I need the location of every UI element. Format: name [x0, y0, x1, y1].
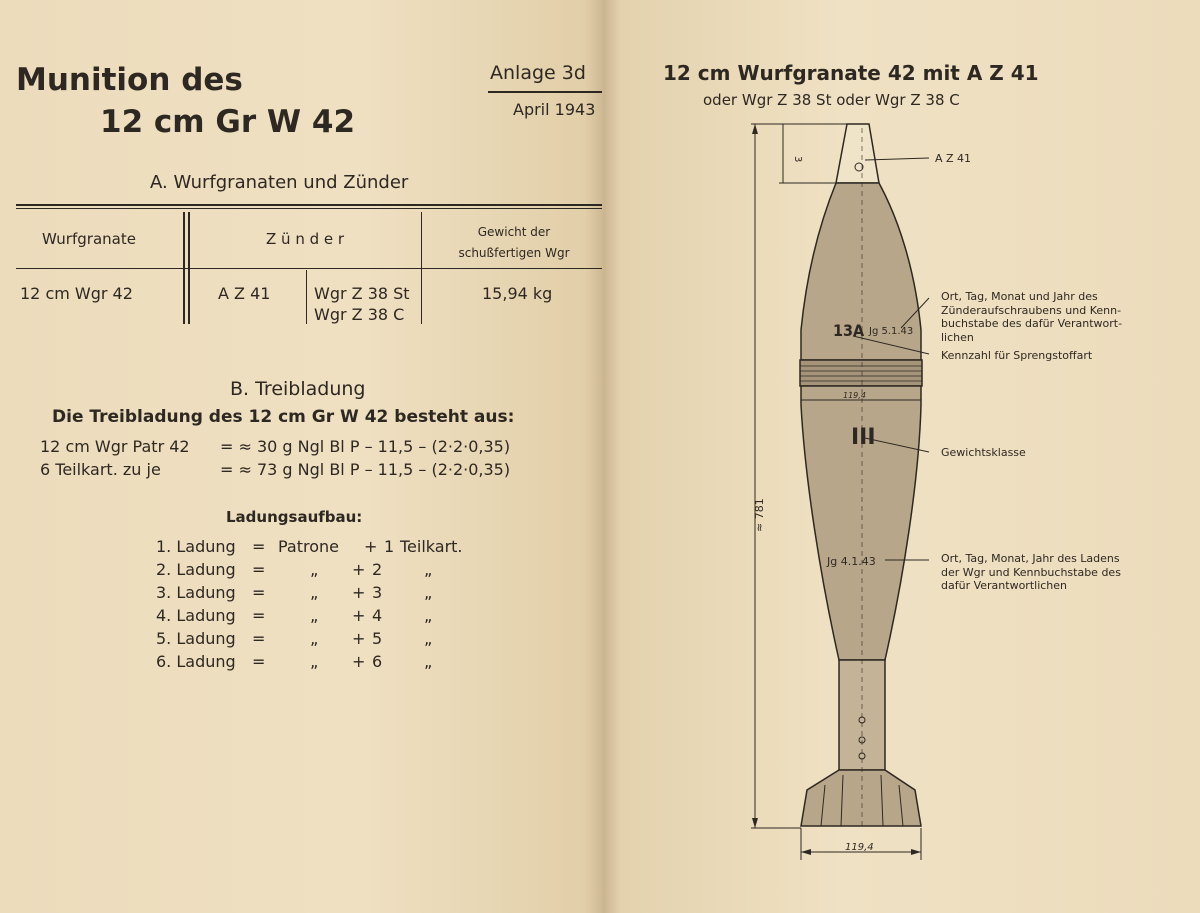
shell-diagram — [603, 0, 1200, 913]
annotation-loading-info-l3: dafür Verantwortlichen — [941, 579, 1068, 592]
ladung-n-5: 5 — [372, 629, 383, 648]
right-page — [603, 0, 1200, 913]
ladung-name-6: 6. Ladung — [156, 652, 236, 671]
table-divider-fuze — [306, 270, 307, 324]
dim-diameter-label: 119,4 — [845, 842, 874, 853]
ladung-eq-4: = — [252, 606, 266, 625]
appendix-underline — [488, 91, 602, 93]
mark-jg-top: Jg 5.1.43 — [869, 326, 914, 337]
header-zuender: Z ü n d e r — [266, 230, 345, 248]
diagram-subtitle: oder Wgr Z 38 St oder Wgr Z 38 C — [703, 91, 960, 109]
ladung-name-5: 5. Ladung — [156, 629, 236, 648]
charge-value-1: = ≈ 30 g Ngl Bl P – 11,5 – (2·2·0,35) — [220, 437, 511, 456]
annotation-fuze-assembly-l4: lichen — [941, 330, 974, 344]
dim-band-label: 119,4 — [843, 391, 866, 400]
ladung-name-2: 2. Ladung — [156, 560, 236, 579]
header-gewicht-line2: schußfertigen Wgr — [458, 246, 570, 260]
ladung-plus-2: + — [352, 560, 366, 579]
ladung-name-1: 1. Ladung — [156, 537, 236, 556]
ladung-eq-1: = — [252, 537, 266, 556]
ladung-a-4: „ — [310, 606, 319, 625]
header-wurfgranate: Wurfgranate — [42, 230, 136, 248]
header-gewicht — [430, 222, 598, 264]
mark-13a: 13A — [833, 321, 865, 340]
ladung-plus-4: + — [352, 606, 366, 625]
ladung-a-2: „ — [310, 560, 319, 579]
mark-jg-bottom: Jg 4.1.43 — [827, 555, 876, 568]
diagram-title: 12 cm Wurfgranate 42 mit A Z 41 — [663, 61, 1039, 85]
table-divider-weight — [421, 212, 422, 324]
annotation-explosive-code: Kennzahl für Sprengstoffart — [941, 349, 1093, 362]
ladung-a-3: „ — [310, 583, 319, 602]
mark-weight-class: III — [851, 425, 876, 450]
ladung-plus-6: + — [352, 652, 366, 671]
section-b-subheading: Die Treibladung des 12 cm Gr W 42 besteht aus: — [52, 407, 515, 427]
annotation-fuze-assembly — [941, 290, 1122, 344]
charge-label-1: 12 cm Wgr Patr 42 — [40, 437, 190, 456]
ladung-n-3: 3 — [372, 583, 383, 602]
document-date: April 1943 — [513, 100, 596, 119]
ladung-n-4: 4 — [372, 606, 383, 625]
cell-wurfgranate: 12 cm Wgr 42 — [20, 284, 133, 303]
ladung-a-6: „ — [310, 652, 319, 671]
header-gewicht-line1: Gewicht der — [477, 225, 551, 239]
ladung-b-2: „ — [424, 560, 433, 579]
ladung-b-1: Teilkart. — [400, 537, 463, 556]
section-a-heading: A. Wurfgranaten und Zünder — [150, 172, 409, 193]
ladung-b-4: „ — [424, 606, 433, 625]
table-rule-top-2 — [16, 208, 602, 209]
ladungsaufbau-heading: Ladungsaufbau: — [226, 508, 363, 526]
cell-zuender-az41: A Z 41 — [218, 284, 271, 303]
ladung-eq-5: = — [252, 629, 266, 648]
table-divider-double-b — [188, 212, 190, 324]
shell-band — [800, 360, 922, 386]
cell-zuender-z38st: Wgr Z 38 St — [314, 284, 410, 303]
ladung-plus-1: + — [364, 537, 378, 556]
table-rule-header — [16, 268, 602, 269]
annotation-loading-info-l1: Ort, Tag, Monat, Jahr des Ladens — [941, 552, 1120, 565]
section-b-heading: B. Treibladung — [230, 378, 366, 400]
ladung-a-5: „ — [310, 629, 319, 648]
dim-fuze-label: 3 — [792, 156, 803, 163]
cell-gewicht: 15,94 kg — [482, 284, 553, 303]
ladung-n-1: 1 — [384, 537, 395, 556]
ladung-plus-5: + — [352, 629, 366, 648]
ladung-b-3: „ — [424, 583, 433, 602]
document-title-line2: 12 cm Gr W 42 — [100, 104, 356, 140]
table-rule-top — [16, 204, 602, 206]
tail-fins — [801, 770, 921, 826]
ladung-plus-3: + — [352, 583, 366, 602]
annotation-fuze-assembly-l3: buchstabe des dafür Verantwort- — [941, 317, 1123, 330]
ladung-name-4: 4. Ladung — [156, 606, 236, 625]
annotation-fuze-assembly-l1: Ort, Tag, Monat und Jahr des — [941, 290, 1098, 303]
charge-label-2: 6 Teilkart. zu je — [40, 460, 161, 479]
ladung-name-3: 3. Ladung — [156, 583, 236, 602]
ladung-n-6: 6 — [372, 652, 383, 671]
ladung-b-6: „ — [424, 652, 433, 671]
ladung-n-2: 2 — [372, 560, 383, 579]
annotation-fuze-assembly-l2: Zünderaufschraubens und Kenn- — [941, 303, 1122, 317]
ladung-a-1: Patrone — [278, 537, 340, 556]
table-divider-double-a — [183, 212, 185, 324]
annotation-loading-info — [941, 552, 1121, 593]
fuze-nose — [836, 124, 879, 183]
ladung-eq-3: = — [252, 583, 266, 602]
ladung-eq-2: = — [252, 560, 266, 579]
ladung-eq-6: = — [252, 652, 266, 671]
dim-length-label: ≈ 781 — [753, 498, 766, 532]
appendix-label: Anlage 3d — [490, 62, 586, 84]
annotation-az41: A Z 41 — [935, 152, 972, 165]
charge-value-2: = ≈ 73 g Ngl Bl P – 11,5 – (2·2·0,35) — [220, 460, 511, 479]
ladung-b-5: „ — [424, 629, 433, 648]
cell-zuender-z38c: Wgr Z 38 C — [314, 305, 405, 324]
annotation-loading-info-l2: der Wgr und Kennbuchstabe des — [941, 565, 1121, 579]
annotation-weight-class: Gewichtsklasse — [941, 446, 1026, 459]
document-title-line1: Munition des — [16, 62, 243, 98]
